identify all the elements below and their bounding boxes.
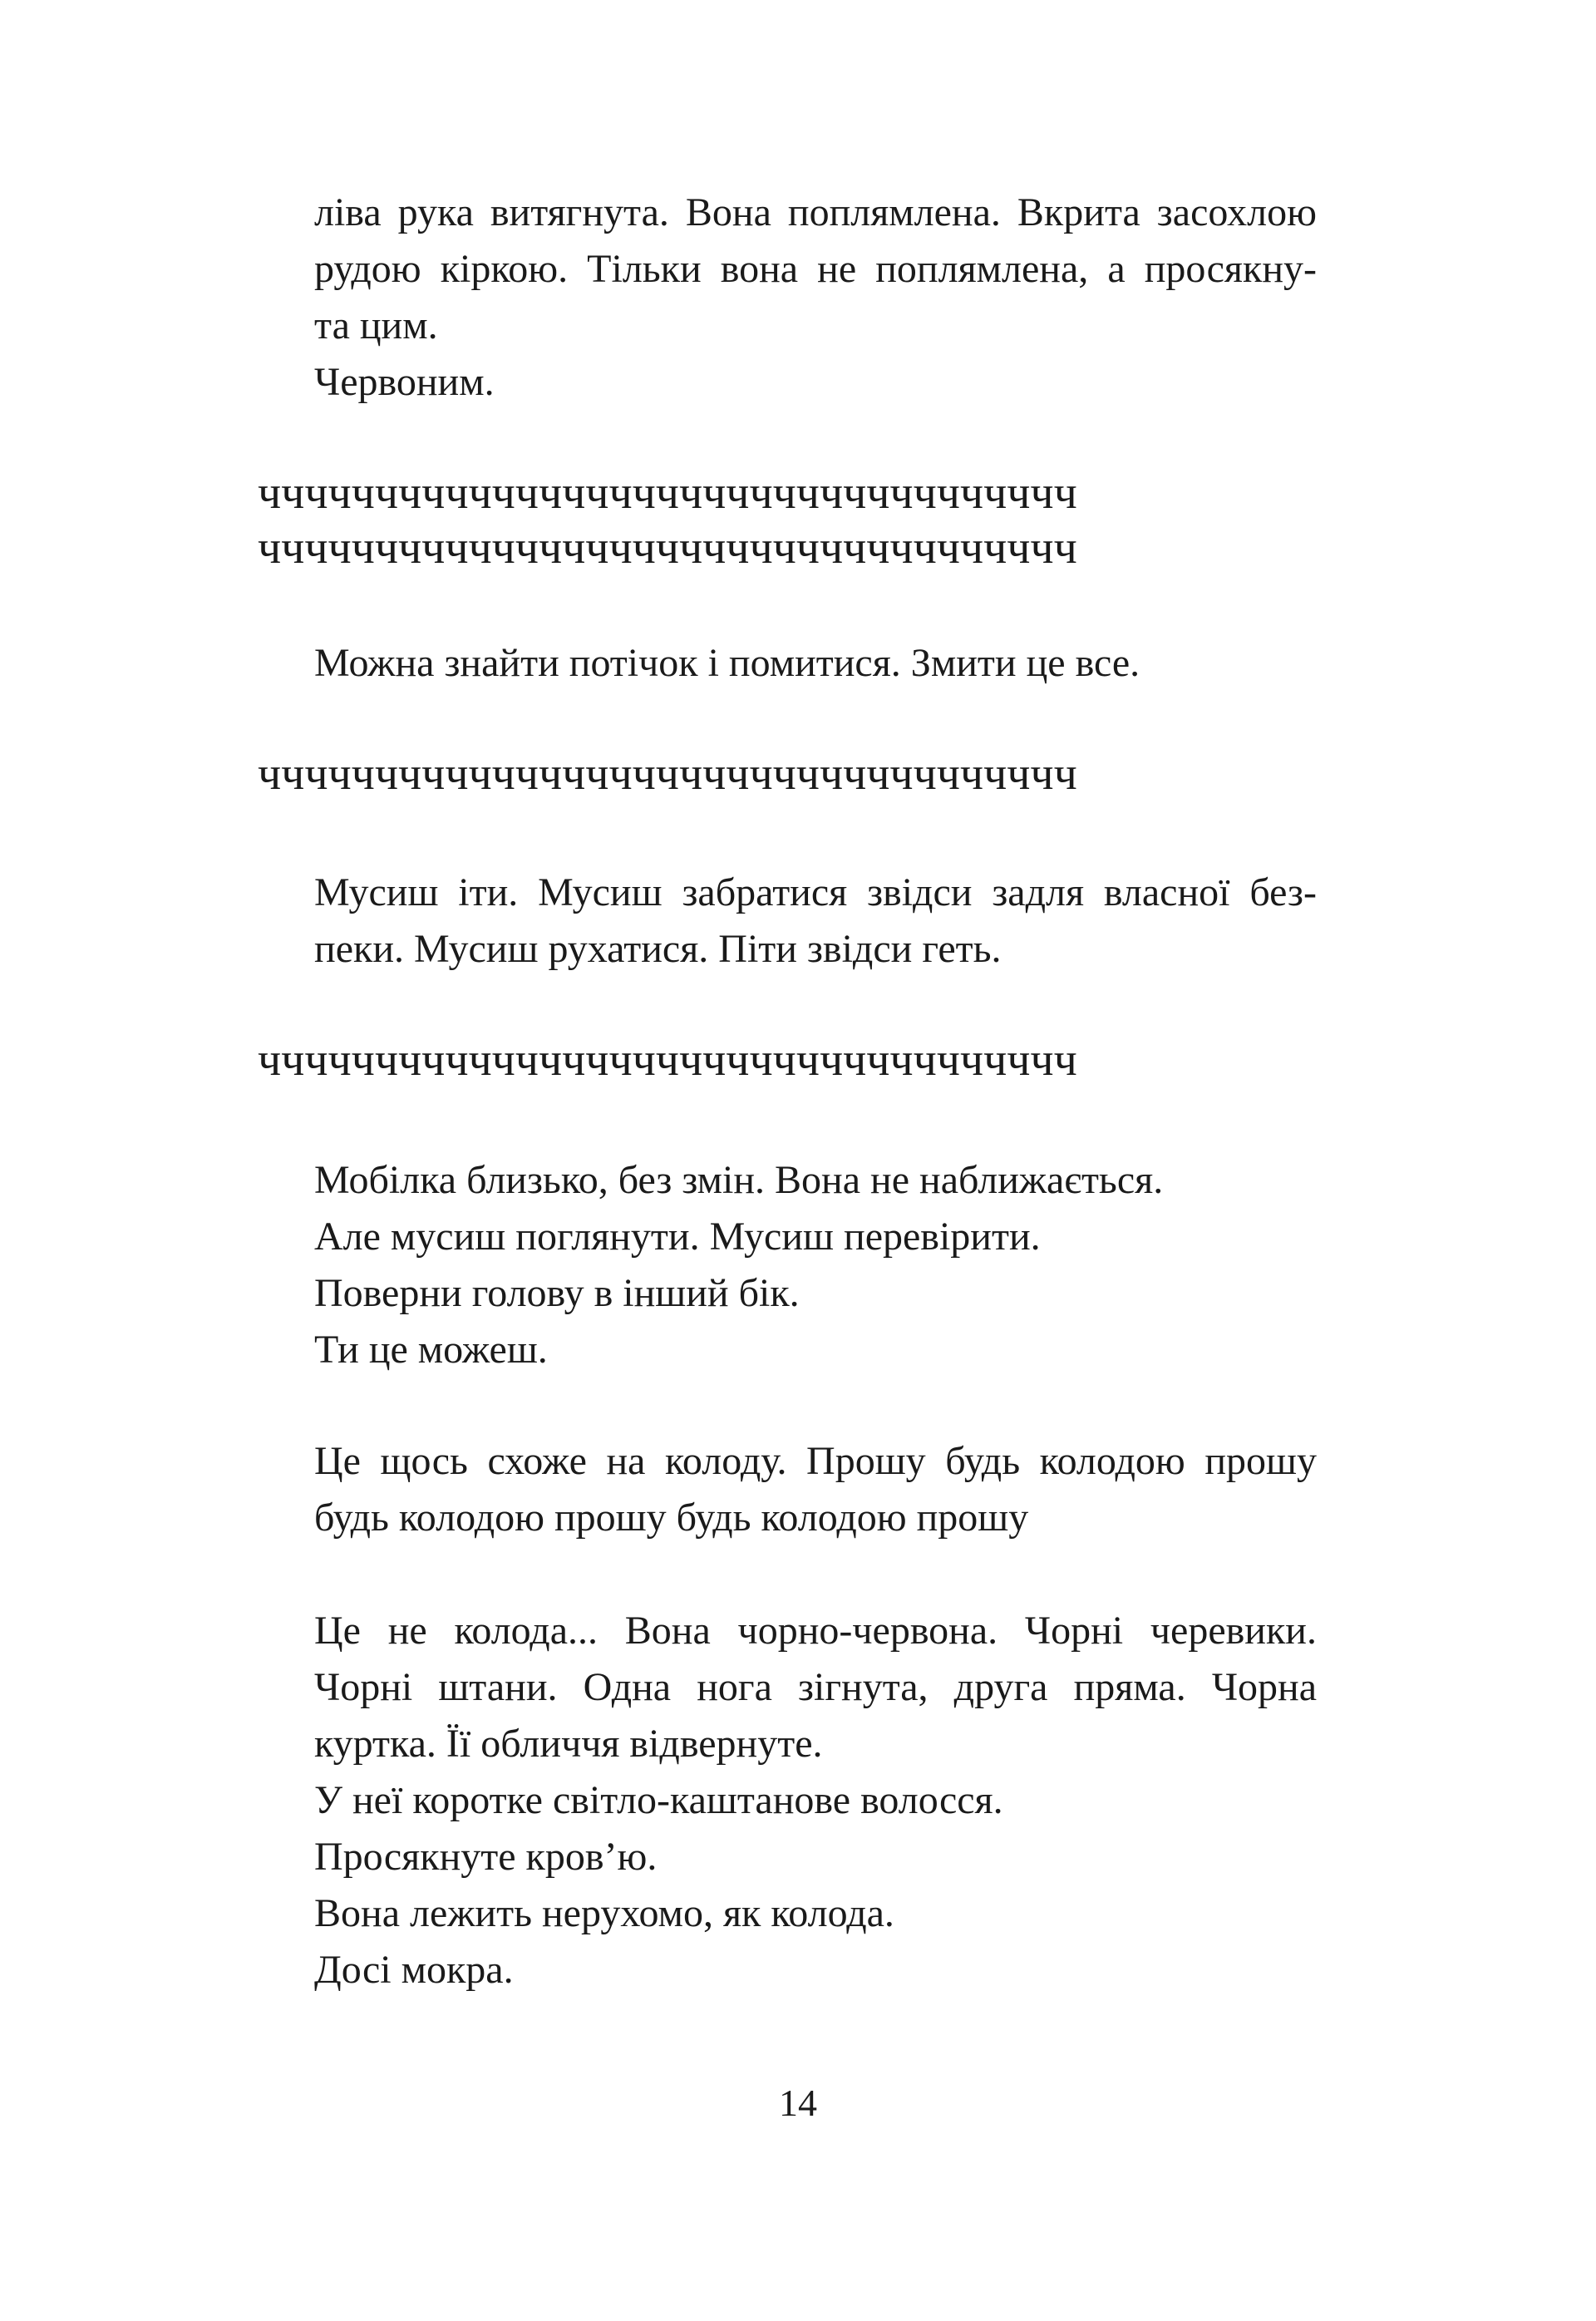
text-line: Мусиш іти. Мусиш забратися звідси задля власної без- bbox=[314, 870, 1317, 914]
text-line: пеки. Мусиш рухатися. Піти звідси геть. bbox=[314, 927, 1002, 971]
page-number: 14 bbox=[779, 2082, 817, 2124]
text-line: Мобілка близько, без змін. Вона не наближається. bbox=[314, 1158, 1164, 1202]
letter-separator-row: ччччччччччччччччччччччччччччччччччч bbox=[258, 748, 1077, 800]
text-line: Можна знайти потічок і помитися. Змити це все. bbox=[314, 641, 1140, 685]
text-line: Ти це можеш. bbox=[314, 1328, 548, 1372]
text-line: Це щось схоже на колоду. Прошу будь колодою прошу bbox=[314, 1439, 1317, 1483]
text-line: Досі мокра. bbox=[314, 1948, 514, 1992]
letter-separator-row: ччччччччччччччччччччччччччччччччччч bbox=[258, 522, 1077, 574]
text-line: Вона лежить нерухомо, як колода. bbox=[314, 1891, 894, 1935]
text-line: Чорні штани. Одна нога зігнута, друга пряма. Чорна bbox=[314, 1665, 1317, 1709]
text-line: Це не колода... Вона чорно-червона. Чорні черевики. bbox=[314, 1609, 1317, 1653]
text-line: ліва рука витягнута. Вона поплямлена. Вкрита засохлою bbox=[314, 190, 1317, 234]
text-line: Поверни голову в інший бік. bbox=[314, 1271, 800, 1315]
text-line: Але мусиш поглянути. Мусиш перевірити. bbox=[314, 1215, 1041, 1259]
text-line: Червоним. bbox=[314, 360, 495, 404]
letter-separator-row: ччччччччччччччччччччччччччччччччччч bbox=[258, 1034, 1077, 1086]
text-line: У неї коротке світло-каштанове волосся. bbox=[314, 1778, 1003, 1822]
text-line: та цим. bbox=[314, 303, 438, 347]
text-line: будь колодою прошу будь колодою прошу bbox=[314, 1496, 1029, 1540]
text-line: куртка. Її обличчя відвернуте. bbox=[314, 1722, 823, 1766]
letter-separator-row: ччччччччччччччччччччччччччччччччччч bbox=[258, 467, 1077, 519]
text-line: Просякнуте кров’ю. bbox=[314, 1835, 658, 1879]
text-line: рудою кіркою. Тільки вона не поплямлена, а просякну- bbox=[314, 247, 1317, 291]
